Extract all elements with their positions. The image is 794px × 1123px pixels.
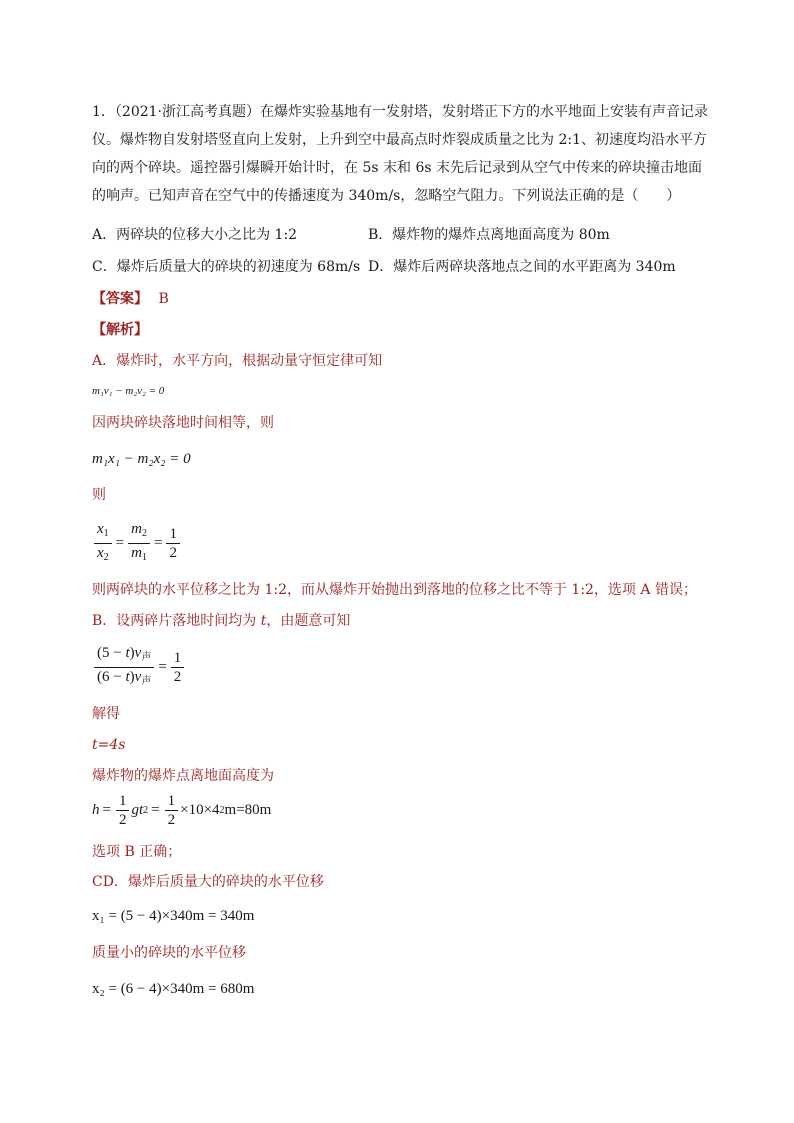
b-intro-variable: t: [260, 613, 267, 629]
height-text: 爆炸物的爆炸点离地面高度为: [92, 768, 274, 784]
question-line-1: 1．（2021·浙江高考真题）在爆炸实验基地有一发射塔，发射塔正下方的水平地面上安装有声音记录: [92, 104, 708, 120]
fraction-half-3: $\frac{1}{2}$: [116, 792, 130, 829]
b-intro-text: B．设两碎片落地时间均为: [92, 613, 261, 629]
momentum-equation: m₁v₁ − m₂v₂ = 0: [92, 385, 165, 397]
answer-label: 【答案】: [92, 291, 148, 307]
fraction-half-2: $\frac{1}{2}$: [171, 649, 185, 686]
analysis-b-intro: [92, 611, 350, 631]
time-ratio-equation: $\frac{(5 - t)v_声}{(6 - t)v_声}$ = $\frac{1}{2}$: [92, 644, 186, 691]
answer-value: B: [158, 291, 169, 307]
small-mass-text: 质量小的碎块的水平位移: [92, 945, 246, 961]
fraction-time: $\frac{(5 - t)v_声}{(6 - t)v_声}$: [94, 644, 154, 691]
question-line-4: 的响声。已知声音在空气中的传播速度为 340m/s，忽略空气阻力。下列说法正确的是（ ）: [92, 188, 681, 204]
ratio-equation: $\frac{x_1}{x_2}$ = $\frac{m_2}{m_1}$ = $\frac{1}{2}$: [92, 520, 182, 567]
t-result: t=4s: [92, 737, 126, 753]
displacement-equation: m₁x₁ − m₂x₂ = 0: [92, 451, 191, 467]
analysis-cd-intro: CD．爆炸后质量大的碎块的水平位移: [92, 874, 324, 890]
fraction-half-4: $\frac{1}{2}$: [165, 792, 179, 829]
fraction-x: $\frac{x_1}{x_2}$: [94, 520, 112, 567]
option-a: A．两碎块的位移大小之比为 1:2: [92, 227, 298, 243]
question-line-3: 向的两个碎块。遥控器引爆瞬开始计时，在 5s 末和 6s 末先后记录到从空气中传来的碎块撞击地面: [92, 160, 702, 176]
jiede-text: 解得: [92, 706, 120, 722]
analysis-label: 【解析】: [92, 322, 148, 338]
ze-text: 则: [92, 487, 106, 503]
option-c: C．爆炸后质量大的碎块的初速度为 68m/s: [92, 259, 361, 275]
same-time-text: 因两块碎块落地时间相等，则: [92, 415, 274, 431]
answer-row: [92, 289, 169, 309]
fraction-m: $\frac{m_2}{m_1}$: [128, 520, 150, 567]
question-line-2: 仪。爆炸物自发射塔竖直向上发射，上升到空中最高点时炸裂成质量之比为 2:1、初速度均沿水平方: [92, 132, 707, 148]
height-equation: h = $\frac{1}{2}$ gt 2 = $\frac{1}{2}$ ×10×4 2 m=80m: [92, 793, 272, 828]
analysis-a-conclusion: 则两碎块的水平位移之比为 1:2，而从爆炸开始抛出到落地的位移之比不等于 1:2，选项 A 错误；: [92, 582, 697, 598]
b-intro-tail: ，由题意可知: [266, 613, 351, 629]
option-d: D．爆炸后两碎块落地点之间的水平距离为 340m: [368, 259, 676, 275]
analysis-a-intro: A．爆炸时，水平方向，根据动量守恒定律可知: [92, 353, 383, 369]
x2-equation: x₂ = (6 − 4)×340m = 680m: [92, 981, 255, 997]
option-b: B．爆炸物的爆炸点离地面高度为 80m: [368, 227, 610, 243]
fraction-half: $\frac{1}{2}$: [166, 525, 180, 562]
x1-equation: x₁ = (5 − 4)×340m = 340m: [92, 908, 255, 924]
analysis-b-conclusion: 选项 B 正确；: [92, 844, 182, 860]
